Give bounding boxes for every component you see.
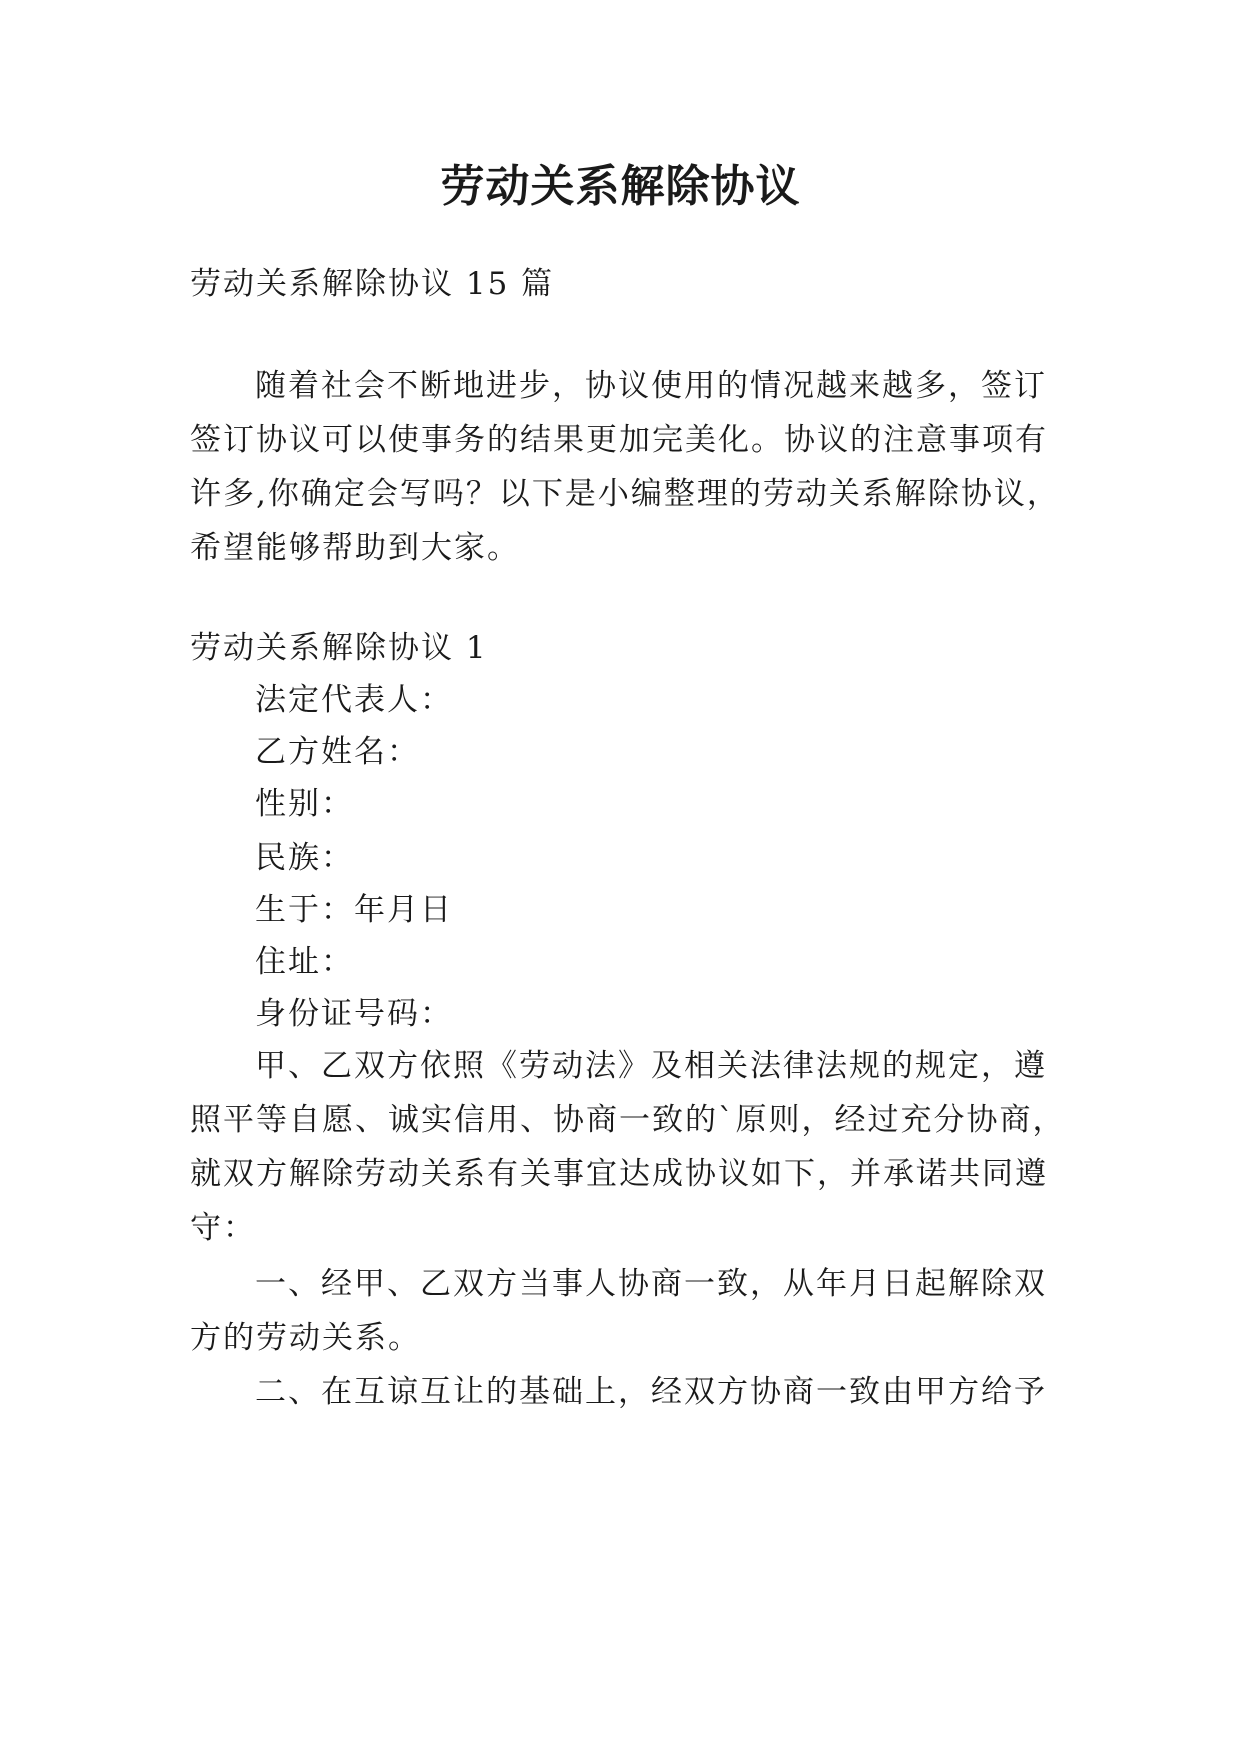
intro-line: 随着社会不断地进步，协议使用的情况越来越多，签订 <box>255 368 1047 404</box>
field-gender: 性别： <box>255 786 354 822</box>
field-birth-date: 生于：年月日 <box>255 892 453 928</box>
paragraph-line: 甲、乙双方依照《劳动法》及相关法律法规的规定，遵 <box>255 1048 1047 1084</box>
paragraph-line: 就双方解除劳动关系有关事宜达成协议如下，并承诺共同遵 <box>190 1156 1048 1192</box>
intro-line: 许多,你确定会写吗？以下是小编整理的劳动关系解除协议， <box>190 476 1060 512</box>
paragraph-line: 一、经甲、乙双方当事人协商一致，从年月日起解除双 <box>255 1266 1047 1302</box>
paragraph-line: 二、在互谅互让的基础上，经双方协商一致由甲方给予 <box>255 1374 1047 1410</box>
paragraph-line: 照平等自愿、诚实信用、协商一致的`原则，经过充分协商， <box>190 1102 1066 1138</box>
field-id-number: 身份证号码： <box>255 996 453 1032</box>
field-address: 住址： <box>255 944 354 980</box>
field-legal-representative: 法定代表人： <box>255 682 453 718</box>
section-heading: 劳动关系解除协议 1 <box>190 630 488 666</box>
paragraph-line: 守： <box>190 1210 256 1246</box>
document-subtitle: 劳动关系解除协议 15 篇 <box>190 266 555 302</box>
intro-line: 签订协议可以使事务的结果更加完美化。协议的注意事项有 <box>190 422 1048 458</box>
paragraph-line: 方的劳动关系。 <box>190 1320 421 1356</box>
field-ethnicity: 民族： <box>255 840 354 876</box>
intro-line: 希望能够帮助到大家。 <box>190 530 520 566</box>
field-party-b-name: 乙方姓名： <box>255 734 420 770</box>
document-title: 劳动关系解除协议 <box>440 161 801 212</box>
